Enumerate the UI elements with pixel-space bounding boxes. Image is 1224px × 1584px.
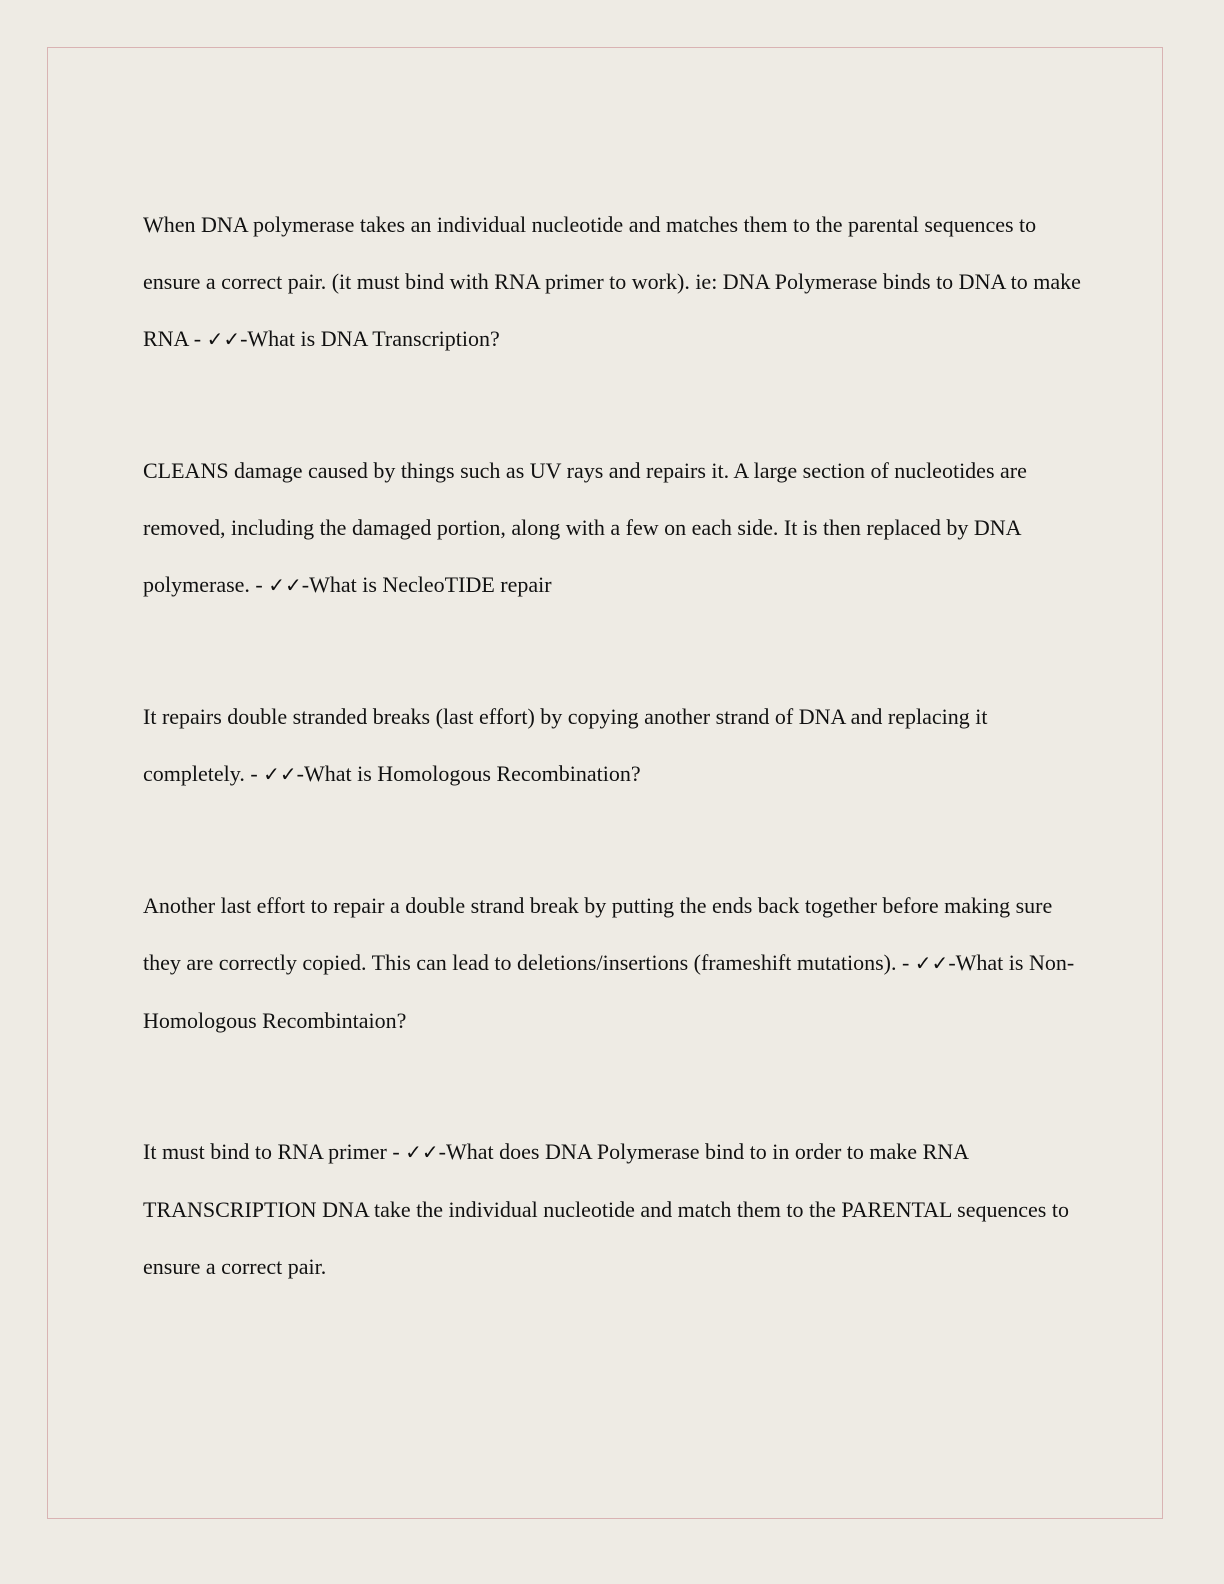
flashcard-entry: [143, 442, 1083, 614]
entry-prompt: It must bind to RNA primer -: [143, 1139, 406, 1164]
checkmark-icon: ✓✓: [268, 573, 302, 597]
entry-prompt: Another last effort to repair a double strand break by putting the ends back together before making sure they are correctly copied. This can lead to deletions/insertions (frameshift mutations). -: [143, 893, 1053, 975]
checkmark-icon: ✓✓: [206, 327, 241, 351]
checkmark-icon: ✓✓: [405, 1140, 439, 1164]
entry-prompt: It repairs double stranded breaks (last effort) by copying another strand of DNA and replacing it completely. -: [143, 704, 988, 786]
entry-answer: -What does DNA Polymerase bind to in order to make RNA TRANSCRIPTION DNA take the individual nucleotide and match them to the PARENTAL sequences to ensure a correct pair.: [143, 1139, 1069, 1279]
checkmark-icon: ✓✓: [263, 762, 297, 786]
flashcard-entry: [143, 1123, 1083, 1295]
entry-prompt: CLEANS damage caused by things such as UV rays and repairs it. A large section of nucleotides are removed, including the damaged portion, along with a few on each side. It is then replaced by DNA polymerase. -: [143, 458, 1027, 597]
document-body: [143, 196, 1083, 1295]
entry-answer: -What is DNA Transcription?: [240, 326, 500, 351]
entry-prompt: When DNA polymerase takes an individual nucleotide and matches them to the parental sequences to ensure a correct pair. (it must bind with RNA primer to work). ie: DNA Polymerase binds to DNA to make RNA -: [143, 212, 1081, 351]
flashcard-entry: [143, 688, 1083, 803]
entry-answer: -What is NecleoTIDE repair: [301, 572, 552, 597]
flashcard-entry: [143, 196, 1083, 368]
checkmark-icon: ✓✓: [914, 951, 949, 975]
entry-answer: -What is Non-Homologous Recombintaion?: [143, 950, 1075, 1033]
entry-answer: -What is Homologous Recombination?: [296, 761, 641, 786]
flashcard-entry: [143, 877, 1083, 1049]
